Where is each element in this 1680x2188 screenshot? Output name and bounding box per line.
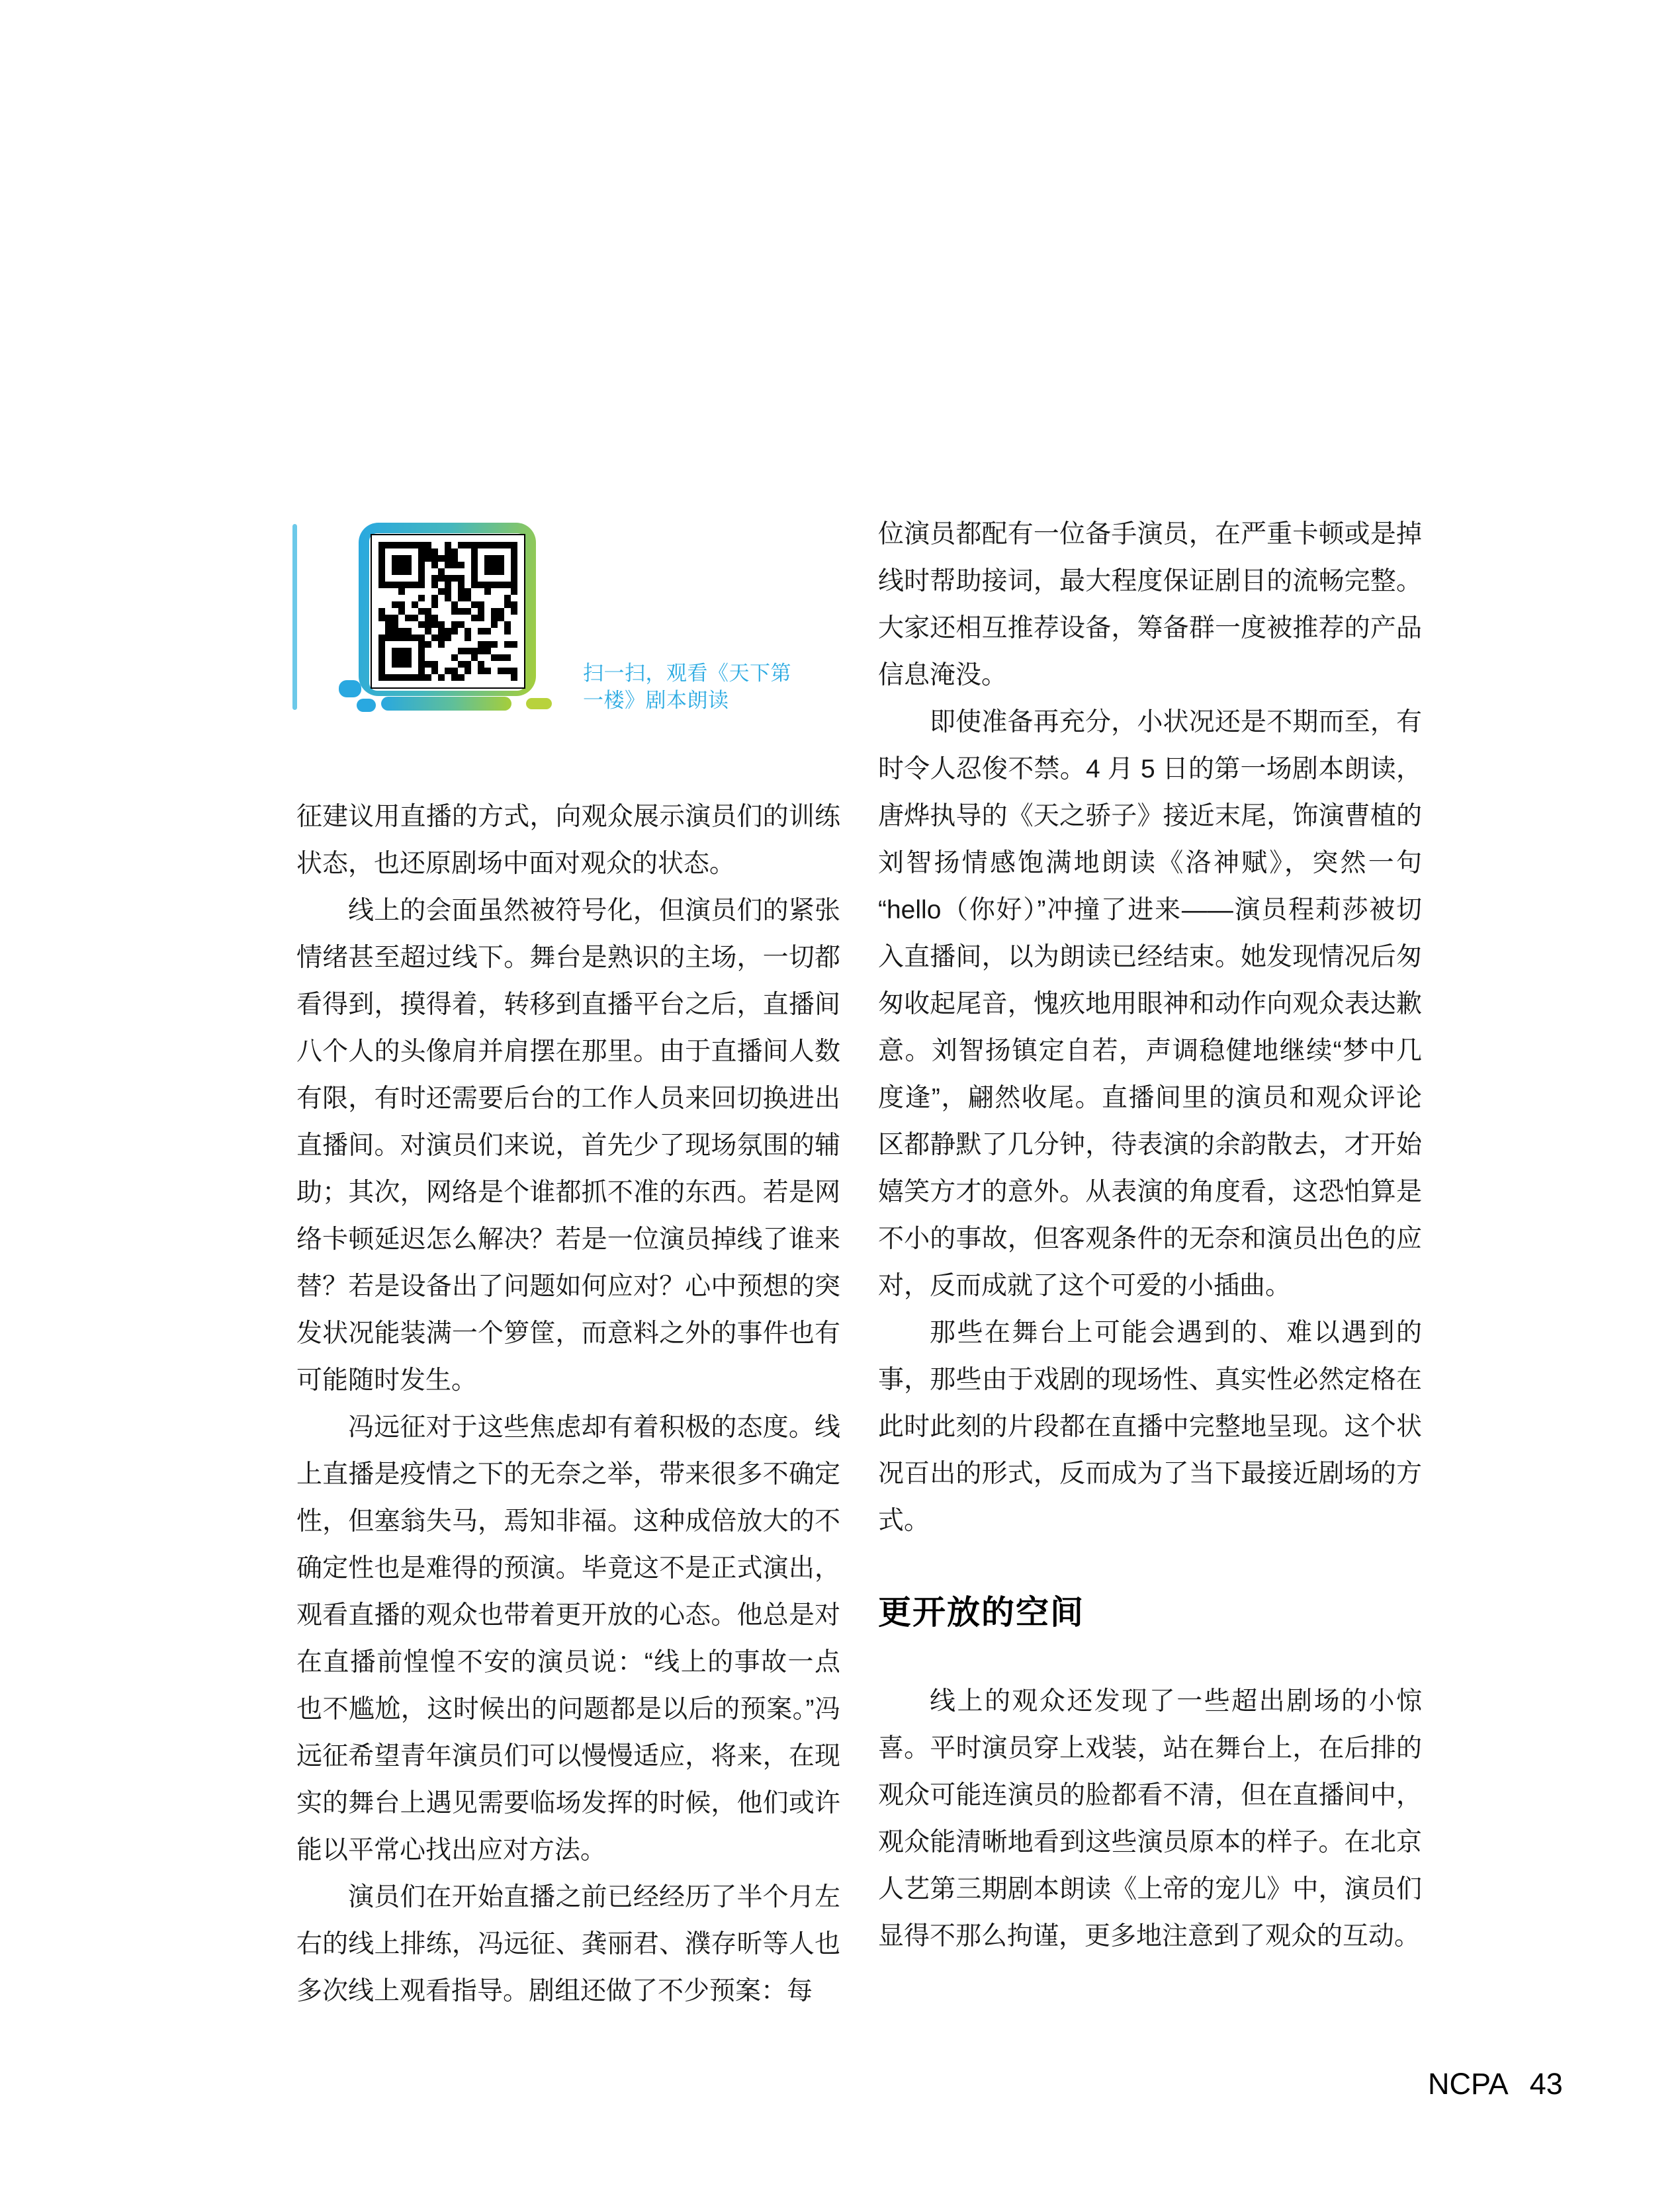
paragraph: 冯远征对于这些焦虑却有着积极的态度。线上直播是疫情之下的无奈之举，带来很多不确定性，但塞翁失马，焉知非福。这种成倍放大的不确定性也是难得的预演。毕竟这不是正式演出，观看直播的观众也带着更开放的心态。他总是对在直播前惶惶不安的演员说：“线上的事故一点也不尴尬，这时候出的问题都是以后的预案。”冯远征希望青年演员们可以慢慢适应，将来，在现实的舞台上遇见需要临场发挥的时候，他们或许能以平常心找出应对方法。 bbox=[296, 1413, 840, 1864]
paragraph: 征建议用直播的方式，向观众展示演员们的训练状态，也还原剧场中面对观众的状态。 bbox=[296, 803, 840, 878]
paragraph: 即使准备再充分，小状况还是不期而至，有时令人忍俊不禁。4 月 5 日的第一场剧本朗读，唐烨执导的《天之骄子》接近末尾，饰演曹植的刘智扬情感饱满地朗读《洛神赋》，突然一句“hello（你好）”冲撞了进来——演员程莉莎被切入直播间，以为朗读已经结束。她发现情况后匆匆收起尾音，愧疚地用眼神和动作向观众表达歉意。刘智扬镇定自若，声调稳健地继续“梦中几度逢”，翩然收尾。直播间里的演员和观众评论区都静默了几分钟，待表演的余韵散去，才开始嬉笑方才的意外。从表演的角度看，这恐怕算是不小的事故，但客观条件的无奈和演员出色的应对，反而成就了这个可爱的小插曲。 bbox=[878, 708, 1422, 1300]
qr-illustration-stand-bar bbox=[381, 697, 511, 711]
qr-code[interactable] bbox=[371, 534, 525, 689]
right-column bbox=[878, 511, 1422, 1960]
page-number: 43 bbox=[1529, 2067, 1563, 2101]
section-heading: 更开放的空间 bbox=[878, 1594, 1084, 1631]
magazine-name: NCPA bbox=[1428, 2067, 1509, 2101]
paragraph: 那些在舞台上可能会遇到的、难以遇到的事，那些由于戏剧的现场性、真实性必然定格在此时此刻的片段都在直播中完整地呈现。这个状况百出的形式，反而成为了当下最接近剧场的方式。 bbox=[878, 1319, 1422, 1535]
qr-caption-line1: 扫一扫，观看《天下第 bbox=[583, 662, 791, 685]
paragraph: 线上的观众还发现了一些超出剧场的小惊喜。平时演员穿上戏装，站在舞台上，在后排的观众可能连演员的脸都看不清，但在直播间中，观众能清晰地看到这些演员原本的样子。在北京人艺第三期剧本朗读《上帝的宠儿》中，演员们显得不那么拘谨，更多地注意到了观众的互动。 bbox=[878, 1687, 1422, 1950]
page-footer bbox=[1428, 2067, 1563, 2101]
right-column-paragraphs-top bbox=[878, 511, 1422, 1544]
paragraph: 位演员都配有一位备手演员，在严重卡顿或是掉线时帮助接词，最大程度保证剧目的流畅完整。大家还相互推荐设备，筹备群一度被推荐的产品信息淹没。 bbox=[878, 520, 1422, 689]
right-column-paragraphs-bottom bbox=[878, 1678, 1422, 1960]
qr-pattern bbox=[372, 535, 524, 687]
qr-caption-line2: 一楼》剧本朗读 bbox=[583, 689, 729, 712]
qr-illustration-right-foot bbox=[526, 698, 552, 709]
left-column bbox=[296, 793, 840, 2015]
qr-caption bbox=[583, 660, 791, 714]
paragraph: 演员们在开始直播之前已经经历了半个月左右的线上排练，冯远征、龚丽君、濮存昕等人也多次线上观看指导。剧组还做了不少预案：每 bbox=[296, 1883, 840, 2005]
paragraph: 线上的会面虽然被符号化，但演员们的紧张情绪甚至超过线下。舞台是熟识的主场，一切都看得到，摸得着，转移到直播平台之后，直播间八个人的头像肩并肩摆在那里。由于直播间人数有限，有时还需要后台的工作人员来回切换进出直播间。对演员们来说，首先少了现场氛围的辅助；其次，网络是个谁都抓不准的东西。若是网络卡顿延迟怎么解决？若是一位演员掉线了谁来替？若是设备出了问题如何应对？心中预想的突发状况能装满一个箩筐，而意料之外的事件也有可能随时发生。 bbox=[296, 897, 840, 1395]
qr-illustration-left-foot bbox=[357, 699, 376, 712]
left-column-paragraphs bbox=[296, 793, 840, 2015]
decorative-vertical-rule bbox=[292, 524, 297, 710]
qr-illustration-corner-block bbox=[339, 680, 361, 697]
